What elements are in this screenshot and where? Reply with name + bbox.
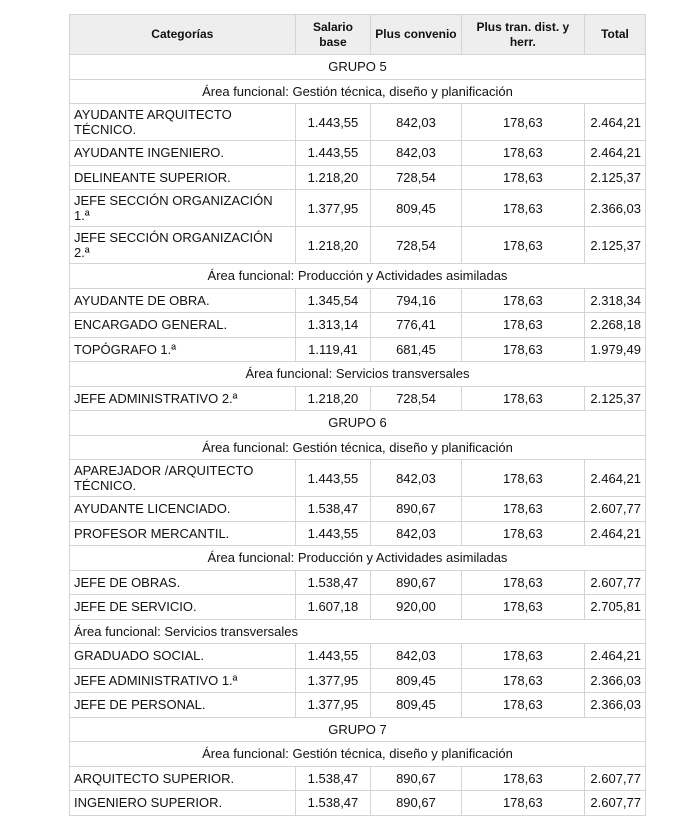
table-row xyxy=(70,668,646,693)
group-label: GRUPO 5 xyxy=(70,55,646,80)
cell-category: JEFE SECCIÓN ORGANIZACIÓN 2.ª xyxy=(70,227,296,264)
cell-category: JEFE SECCIÓN ORGANIZACIÓN 1.ª xyxy=(70,190,296,227)
area-row xyxy=(70,435,646,460)
cell-category: JEFE ADMINISTRATIVO 1.ª xyxy=(70,668,296,693)
cell-plus-convenio: 728,54 xyxy=(371,386,461,411)
cell-salario-base: 1.218,20 xyxy=(295,386,371,411)
cell-total: 2.268,18 xyxy=(585,313,646,338)
cell-plus-transporte: 178,63 xyxy=(461,313,584,338)
cell-plus-transporte: 178,63 xyxy=(461,644,584,669)
group-label: GRUPO 6 xyxy=(70,411,646,436)
cell-category: GRADUADO SOCIAL. xyxy=(70,644,296,669)
cell-salario-base: 1.313,14 xyxy=(295,313,371,338)
cell-plus-convenio: 920,00 xyxy=(371,595,461,620)
cell-plus-transporte: 178,63 xyxy=(461,190,584,227)
cell-category: AYUDANTE INGENIERO. xyxy=(70,141,296,166)
table-row xyxy=(70,227,646,264)
table-row xyxy=(70,141,646,166)
table-header-row xyxy=(70,15,646,55)
table-row xyxy=(70,521,646,546)
cell-salario-base: 1.218,20 xyxy=(295,165,371,190)
cell-total: 2.464,21 xyxy=(585,460,646,497)
cell-salario-base: 1.607,18 xyxy=(295,595,371,620)
cell-category: TOPÓGRAFO 1.ª xyxy=(70,337,296,362)
cell-total: 2.318,34 xyxy=(585,288,646,313)
area-label: Área funcional: Gestión técnica, diseño y planificación xyxy=(70,79,646,104)
area-row xyxy=(70,264,646,289)
cell-salario-base: 1.443,55 xyxy=(295,644,371,669)
cell-plus-convenio: 776,41 xyxy=(371,313,461,338)
cell-salario-base: 1.538,47 xyxy=(295,570,371,595)
table-row xyxy=(70,644,646,669)
cell-total: 2.125,37 xyxy=(585,227,646,264)
table-row xyxy=(70,497,646,522)
cell-category: JEFE ADMINISTRATIVO 2.ª xyxy=(70,386,296,411)
cell-plus-convenio: 842,03 xyxy=(371,644,461,669)
group-row xyxy=(70,55,646,80)
cell-plus-transporte: 178,63 xyxy=(461,668,584,693)
table-row xyxy=(70,288,646,313)
header-plus-convenio: Plus convenio xyxy=(371,15,461,55)
cell-total: 2.366,03 xyxy=(585,190,646,227)
area-row xyxy=(70,742,646,767)
cell-category: PROFESOR MERCANTIL. xyxy=(70,521,296,546)
cell-category: JEFE DE PERSONAL. xyxy=(70,693,296,718)
group-row xyxy=(70,717,646,742)
cell-category: ARQUITECTO SUPERIOR. xyxy=(70,766,296,791)
cell-salario-base: 1.443,55 xyxy=(295,141,371,166)
cell-plus-transporte: 178,63 xyxy=(461,766,584,791)
table-row xyxy=(70,693,646,718)
table-row xyxy=(70,460,646,497)
cell-total: 1.979,49 xyxy=(585,337,646,362)
area-label: Área funcional: Producción y Actividades asimiladas xyxy=(70,546,646,571)
cell-category: JEFE DE SERVICIO. xyxy=(70,595,296,620)
cell-total: 2.607,77 xyxy=(585,570,646,595)
table-row xyxy=(70,386,646,411)
header-categorias: Categorías xyxy=(70,15,296,55)
cell-plus-transporte: 178,63 xyxy=(461,288,584,313)
area-row xyxy=(70,619,646,644)
area-row xyxy=(70,546,646,571)
cell-plus-convenio: 842,03 xyxy=(371,141,461,166)
cell-plus-transporte: 178,63 xyxy=(461,386,584,411)
cell-category: APAREJADOR /ARQUITECTO TÉCNICO. xyxy=(70,460,296,497)
cell-category: AYUDANTE DE OBRA. xyxy=(70,288,296,313)
cell-plus-convenio: 809,45 xyxy=(371,693,461,718)
cell-total: 2.464,21 xyxy=(585,141,646,166)
cell-total: 2.607,77 xyxy=(585,791,646,816)
cell-plus-convenio: 890,67 xyxy=(371,497,461,522)
area-label: Área funcional: Gestión técnica, diseño y planificación xyxy=(70,742,646,767)
cell-plus-convenio: 842,03 xyxy=(371,460,461,497)
cell-total: 2.464,21 xyxy=(585,104,646,141)
table-row xyxy=(70,313,646,338)
cell-category: AYUDANTE ARQUITECTO TÉCNICO. xyxy=(70,104,296,141)
cell-total: 2.464,21 xyxy=(585,644,646,669)
area-label: Área funcional: Gestión técnica, diseño y planificación xyxy=(70,435,646,460)
table-row xyxy=(70,791,646,816)
cell-salario-base: 1.345,54 xyxy=(295,288,371,313)
cell-plus-transporte: 178,63 xyxy=(461,521,584,546)
table-row xyxy=(70,337,646,362)
cell-salario-base: 1.218,20 xyxy=(295,227,371,264)
cell-category: INGENIERO SUPERIOR. xyxy=(70,791,296,816)
cell-plus-transporte: 178,63 xyxy=(461,570,584,595)
cell-total: 2.705,81 xyxy=(585,595,646,620)
cell-plus-convenio: 842,03 xyxy=(371,104,461,141)
cell-salario-base: 1.443,55 xyxy=(295,521,371,546)
cell-plus-transporte: 178,63 xyxy=(461,141,584,166)
cell-plus-transporte: 178,63 xyxy=(461,337,584,362)
cell-plus-transporte: 178,63 xyxy=(461,460,584,497)
cell-category: DELINEANTE SUPERIOR. xyxy=(70,165,296,190)
cell-total: 2.366,03 xyxy=(585,668,646,693)
cell-salario-base: 1.377,95 xyxy=(295,668,371,693)
cell-category: JEFE DE OBRAS. xyxy=(70,570,296,595)
cell-total: 2.464,21 xyxy=(585,521,646,546)
cell-plus-transporte: 178,63 xyxy=(461,791,584,816)
table-row xyxy=(70,595,646,620)
table-row xyxy=(70,104,646,141)
cell-plus-convenio: 681,45 xyxy=(371,337,461,362)
header-salario-base: Salario base xyxy=(295,15,371,55)
cell-plus-convenio: 890,67 xyxy=(371,791,461,816)
area-label: Área funcional: Servicios transversales xyxy=(70,362,646,387)
table-body xyxy=(70,55,646,816)
cell-plus-convenio: 809,45 xyxy=(371,668,461,693)
cell-plus-transporte: 178,63 xyxy=(461,165,584,190)
cell-salario-base: 1.377,95 xyxy=(295,693,371,718)
cell-plus-transporte: 178,63 xyxy=(461,227,584,264)
cell-plus-transporte: 178,63 xyxy=(461,595,584,620)
cell-salario-base: 1.119,41 xyxy=(295,337,371,362)
cell-plus-convenio: 890,67 xyxy=(371,766,461,791)
area-row xyxy=(70,362,646,387)
cell-total: 2.125,37 xyxy=(585,386,646,411)
cell-total: 2.607,77 xyxy=(585,497,646,522)
group-row xyxy=(70,411,646,436)
area-label: Área funcional: Producción y Actividades asimiladas xyxy=(70,264,646,289)
header-total: Total xyxy=(585,15,646,55)
area-row xyxy=(70,79,646,104)
cell-plus-transporte: 178,63 xyxy=(461,497,584,522)
area-label: Área funcional: Servicios transversales xyxy=(70,619,646,644)
table-row xyxy=(70,766,646,791)
cell-total: 2.607,77 xyxy=(585,766,646,791)
table-row xyxy=(70,165,646,190)
cell-plus-convenio: 728,54 xyxy=(371,227,461,264)
cell-salario-base: 1.538,47 xyxy=(295,791,371,816)
cell-plus-convenio: 842,03 xyxy=(371,521,461,546)
cell-plus-transporte: 178,63 xyxy=(461,104,584,141)
group-label: GRUPO 7 xyxy=(70,717,646,742)
cell-salario-base: 1.443,55 xyxy=(295,460,371,497)
cell-plus-convenio: 728,54 xyxy=(371,165,461,190)
cell-salario-base: 1.443,55 xyxy=(295,104,371,141)
cell-plus-transporte: 178,63 xyxy=(461,693,584,718)
cell-category: AYUDANTE LICENCIADO. xyxy=(70,497,296,522)
cell-plus-convenio: 890,67 xyxy=(371,570,461,595)
cell-category: ENCARGADO GENERAL. xyxy=(70,313,296,338)
table-row xyxy=(70,190,646,227)
cell-total: 2.125,37 xyxy=(585,165,646,190)
cell-salario-base: 1.377,95 xyxy=(295,190,371,227)
salary-table xyxy=(69,14,646,816)
cell-salario-base: 1.538,47 xyxy=(295,497,371,522)
cell-plus-convenio: 794,16 xyxy=(371,288,461,313)
cell-total: 2.366,03 xyxy=(585,693,646,718)
cell-plus-convenio: 809,45 xyxy=(371,190,461,227)
table-row xyxy=(70,570,646,595)
header-plus-transporte: Plus tran. dist. y herr. xyxy=(461,15,584,55)
cell-salario-base: 1.538,47 xyxy=(295,766,371,791)
